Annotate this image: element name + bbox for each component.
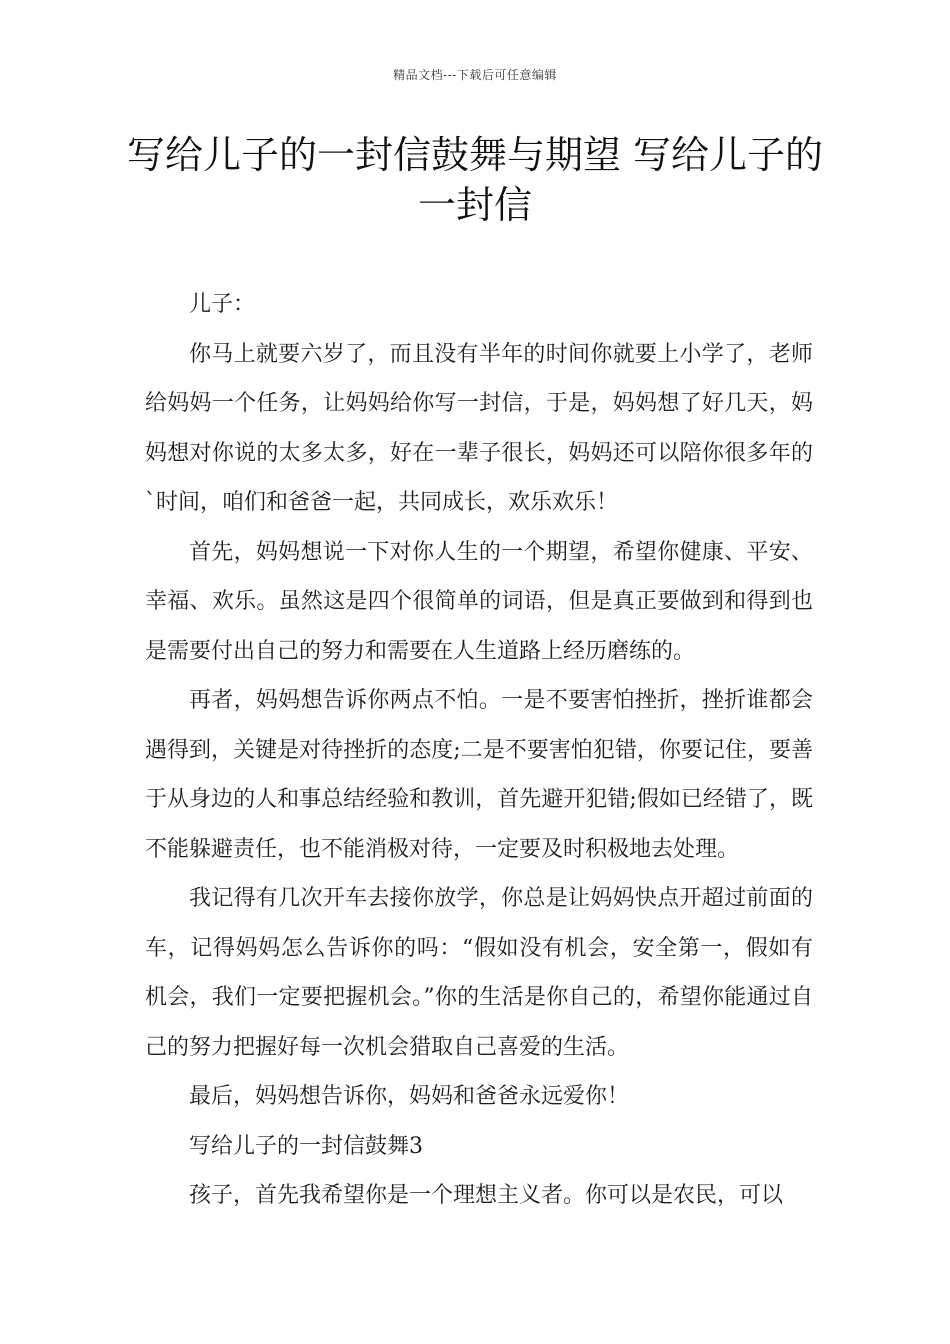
paragraph-2: 首先，妈妈想说一下对你人生的一个期望，希望你健康、平安、幸福、欢乐。虽然这是四个很简单的词语，但是真正要做到和得到也是需要付出自己的努力和需要在人生道路上经历磨练的。 <box>145 539 813 664</box>
header-note: 精品文档---下载后可任意编辑 <box>393 68 557 82</box>
document-body <box>145 280 813 1221</box>
paragraph-5: 最后，妈妈想告诉你，妈妈和爸爸永远爱你！ <box>189 1084 630 1109</box>
document-title: 写给儿子的一封信鼓舞与期望 写给儿子的一封信 <box>126 133 824 227</box>
paragraph-1: 你马上就要六岁了，而且没有半年的时间你就要上小学了，老师给妈妈一个任务，让妈妈给你写一封信，于是，妈妈想了好几天，妈妈想对你说的太多太多，好在一辈子很长，妈妈还可以陪你很多年的`时间，咱们和爸爸一起，共同成长，欢乐欢乐！ <box>145 341 813 515</box>
salutation: 儿子： <box>189 292 256 317</box>
paragraph-3: 再者，妈妈想告诉你两点不怕。一是不要害怕挫折，挫折谁都会遇得到，关键是对待挫折的态度;二是不要害怕犯错，你要记住，要善于从身边的人和事总结经验和教训，首先避开犯错;假如已经错了，既不能躲避责任，也不能消极对待，一定要及时积极地去处理。 <box>145 688 813 862</box>
section-heading: 写给儿子的一封信鼓舞3 <box>189 1133 423 1159</box>
paragraph-4: 我记得有几次开车去接你放学，你总是让妈妈快点开超过前面的车，记得妈妈怎么告诉你的吗：“假如没有机会，安全第一，假如有机会，我们一定要把握机会。”你的生活是你自己的，希望你能通过自己的努力把握好每一次机会猎取自己喜爱的生活。 <box>145 886 813 1060</box>
paragraph-6: 孩子，首先我希望你是一个理想主义者。你可以是农民，可以 <box>189 1183 784 1208</box>
